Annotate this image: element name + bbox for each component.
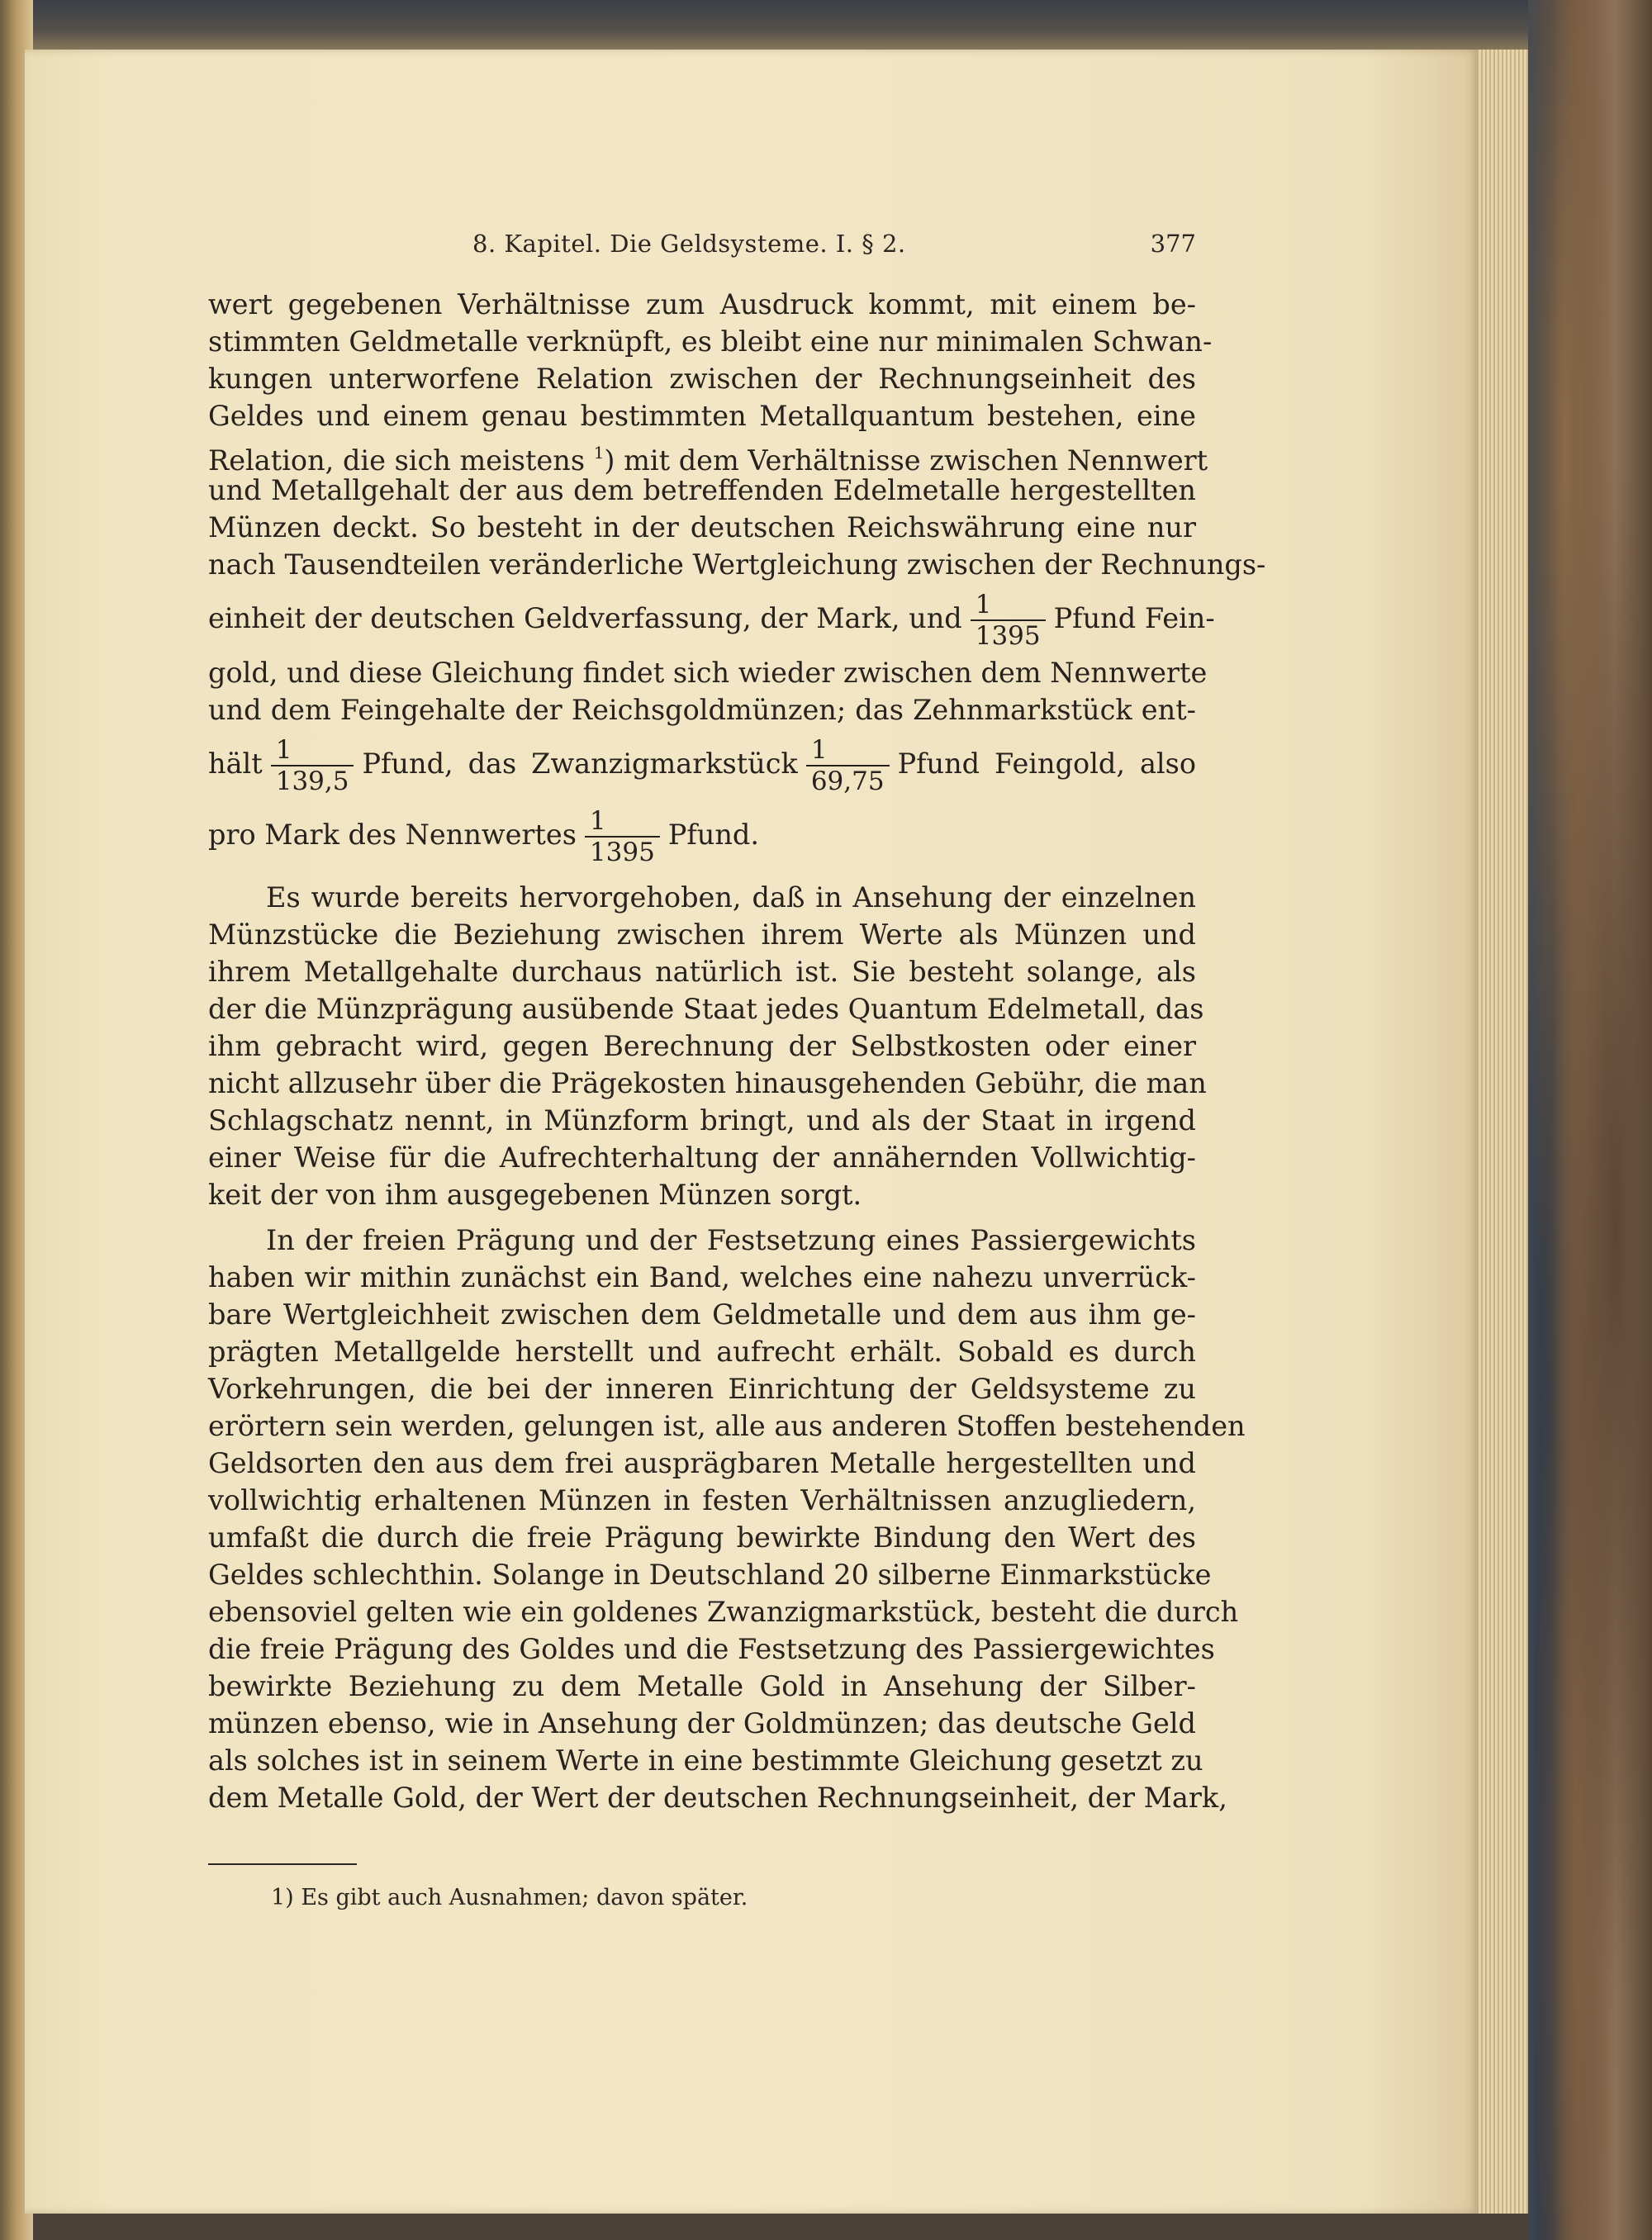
fraction: $\frac{1}{69,75}$ xyxy=(806,735,890,796)
text-line: Geldes schlechthin. Solange in Deutschland 20 silberne Einmarkstücke xyxy=(208,1559,1212,1591)
text-line: und dem Feingehalte der Reichsgoldmünzen; das Zehnmarkstück ent- xyxy=(208,694,1196,726)
text-line: wert gegebenen Verhältnisse zum Ausdruck kommt, mit einem be- xyxy=(208,288,1196,320)
text-line: die freie Prägung des Goldes und die Festsetzung des Passiergewichtes xyxy=(208,1633,1215,1665)
text-line: erörtern sein werden, gelungen ist, alle aus anderen Stoffen bestehenden xyxy=(208,1410,1246,1442)
text-line: und Metallgehalt der aus dem betreffenden Edelmetalle hergestellten xyxy=(208,474,1196,506)
footnote-mark: 1) xyxy=(271,1885,294,1910)
page-number: 377 xyxy=(1150,230,1196,258)
text-line: umfaßt die durch die freie Prägung bewirkte Bindung den Wert des xyxy=(208,1521,1196,1554)
footnote xyxy=(271,1885,748,1910)
text-line: vollwichtig erhaltenen Münzen in festen Verhältnissen anzugliedern, xyxy=(208,1484,1196,1516)
text-line: keit der von ihm ausgegebenen Münzen sorgt. xyxy=(208,1179,862,1211)
footnote-reference[interactable]: 1 xyxy=(593,443,605,463)
text-line: einer Weise für die Aufrechterhaltung der annähernden Vollwichtig- xyxy=(208,1141,1196,1174)
text-line-fraction: pro Mark des Nennwertes $\frac{1}{1395}$ Pfund. xyxy=(208,806,759,867)
text-line: nicht allzusehr über die Prägekosten hinausgehenden Gebühr, die man xyxy=(208,1067,1207,1099)
marbled-cover xyxy=(1528,0,1652,2240)
text-line: Geldes und einem genau bestimmten Metallquantum bestehen, eine xyxy=(208,400,1196,432)
text-line: kungen unterworfene Relation zwischen der Rechnungseinheit des xyxy=(208,363,1196,395)
page-edges xyxy=(1479,50,1528,2214)
paragraph-2 xyxy=(208,879,1207,1213)
text-line: Vorkehrungen, die bei der inneren Einrichtung der Geldsysteme zu xyxy=(208,1373,1196,1405)
text-line: ihm gebracht wird, gegen Berechnung der Selbstkosten oder einer xyxy=(208,1030,1196,1062)
paragraph-1-part-c xyxy=(208,654,1208,728)
text-line: stimmten Geldmetalle verknüpft, es bleibt eine nur minimalen Schwan- xyxy=(208,325,1213,358)
text-line: als solches ist in seinem Werte in eine bestimmte Gleichung gesetzt zu xyxy=(208,1744,1203,1777)
text-line-fraction: einheit der deutschen Geldverfassung, der Mark, und $\frac{1}{1395}$ Pfund Fein- xyxy=(208,590,1215,651)
text-line: dem Metalle Gold, der Wert der deutschen Rechnungseinheit, der Mark, xyxy=(208,1782,1227,1814)
text-line: gold, und diese Gleichung findet sich wieder zwischen dem Nennwerte xyxy=(208,657,1208,689)
text-line: Es wurde bereits hervorgehoben, daß in Ansehung der einzelnen xyxy=(266,881,1196,914)
fraction: $\frac{1}{1395}$ xyxy=(585,806,660,867)
text-line: haben wir mithin zunächst ein Band, welches eine nahezu unverrück- xyxy=(208,1261,1196,1293)
text-line: Relation, die sich meistens $^1$) mit dem Verhältnisse zwischen Nennwert xyxy=(208,443,1208,477)
text-line: Münzen deckt. So besteht in der deutschen Reichswährung eine nur xyxy=(208,511,1196,543)
running-head xyxy=(208,223,1196,266)
text-line: ebensoviel gelten wie ein goldenes Zwanzigmarkstück, besteht die durch xyxy=(208,1596,1239,1628)
text-line: prägten Metallgelde herstellt und aufrecht erhält. Sobald es durch xyxy=(208,1336,1196,1368)
chapter-title: 8. Kapitel. Die Geldsysteme. I. § 2. xyxy=(472,230,906,258)
text-line: bare Wertgleichheit zwischen dem Geldmetalle und dem aus ihm ge- xyxy=(208,1298,1196,1331)
text-line-fraction: hält $\frac{1}{139,5}$ Pfund, das Zwanzigmarkstück $\frac{1}{69,75}$ Pfund Feingold, also xyxy=(208,735,1196,796)
fraction: $\frac{1}{1395}$ xyxy=(971,590,1046,651)
footnote-text: Es gibt auch Ausnahmen; davon später. xyxy=(301,1885,748,1910)
text-line: münzen ebenso, wie in Ansehung der Goldmünzen; das deutsche Geld xyxy=(208,1707,1196,1739)
text-line: In der freien Prägung und der Festsetzung eines Passiergewichts xyxy=(266,1224,1196,1256)
text-line: der die Münzprägung ausübende Staat jedes Quantum Edelmetall, das xyxy=(208,993,1204,1025)
text-line: Münzstücke die Beziehung zwischen ihrem Werte als Münzen und xyxy=(208,918,1196,951)
text-line: Schlagschatz nennt, in Münzform bringt, und als der Staat in irgend xyxy=(208,1104,1196,1137)
fraction: $\frac{1}{139,5}$ xyxy=(271,735,354,796)
book-cover-top xyxy=(0,0,1528,51)
text-line: ihrem Metallgehalte durchaus natürlich ist. Sie besteht solange, als xyxy=(208,956,1196,988)
text-line: Geldsorten den aus dem frei ausprägbaren Metalle hergestellten und xyxy=(208,1447,1196,1479)
paragraph-3 xyxy=(208,1222,1246,1816)
paragraph-1-part-b xyxy=(208,472,1266,583)
body-text xyxy=(208,286,1266,1816)
paragraph-1-part-a xyxy=(208,286,1213,434)
text-line: bewirkte Beziehung zu dem Metalle Gold in Ansehung der Silber- xyxy=(208,1670,1196,1702)
text-line: nach Tausendteilen veränderliche Wertgleichung zwischen der Rechnungs- xyxy=(208,548,1266,581)
footnote-rule xyxy=(208,1863,357,1865)
